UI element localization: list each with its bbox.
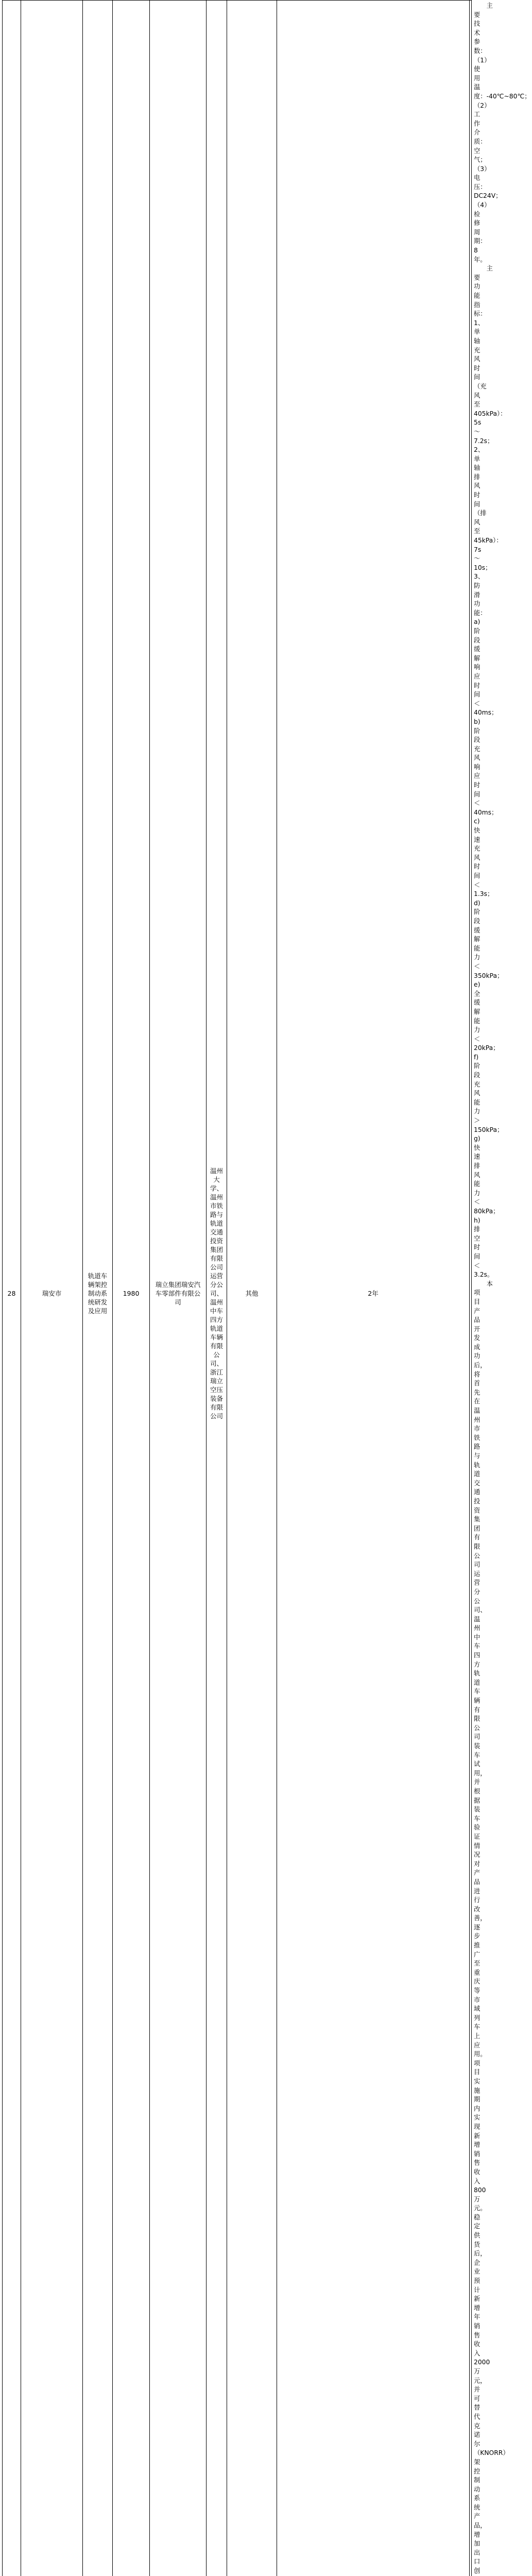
field: 其他 <box>227 1 277 2576</box>
cooperation-units: 温州大学、温州市铁路与轨道交通投资集团有限公司运营分公司、温州中车四方轨道车辆有限公司、浙江瑞立空压装备有限公司 <box>207 1 227 2576</box>
technical-indicators: 主要技术参数：（1）使用温度：-40℃~80℃；（2）工作介质：空气；（3）电压：DC24V；（4）检修周期：8年。 主要功能指标：1、单轴充风时间（充风至405kPa）：5s～7.2s；2、单轴排风时间（排风至45kPa）：7s～10s； 3、防滑功能：a)阶段缓解响应时间＜40ms；b)阶段充风响应时间＜40ms；c)快速充风时间＜1.3s；d)阶段缓解能力＜350kPa；e)全缓解能力＜20kPa；f)阶段充风能力＞150kPa；g)快速排风能力＜80kPa；h)排空时间＜3.2s。 本项目产品开发成功后，将首先在温州市铁路与轨道交通投资集团有限公司运营分公司、温州中车四方轨道车辆有限公司装车试用，并根据装车验证情况对产品进行改善，逐步推广至重庆等市域列车上应用。项目实施期内实现新增销售收入800万元。稳定供货后，企业预计新增年销售收入2000万元，并可替代克诺尔（KNORR）架控制动系统产品，增加出口创 <box>470 1 472 2576</box>
row-number: 28 <box>3 1 21 2576</box>
project-name: 轨道车辆架控制动系统研发及应用 <box>83 1 113 2576</box>
table-row <box>3 1 472 2576</box>
project-table <box>2 0 472 2576</box>
region: 瑞安市 <box>21 1 83 2576</box>
investment: 1980 <box>113 1 150 2576</box>
lead-unit: 瑞立集团瑞安汽车零部件有限公司 <box>150 1 207 2576</box>
period: 2年 <box>277 1 470 2576</box>
